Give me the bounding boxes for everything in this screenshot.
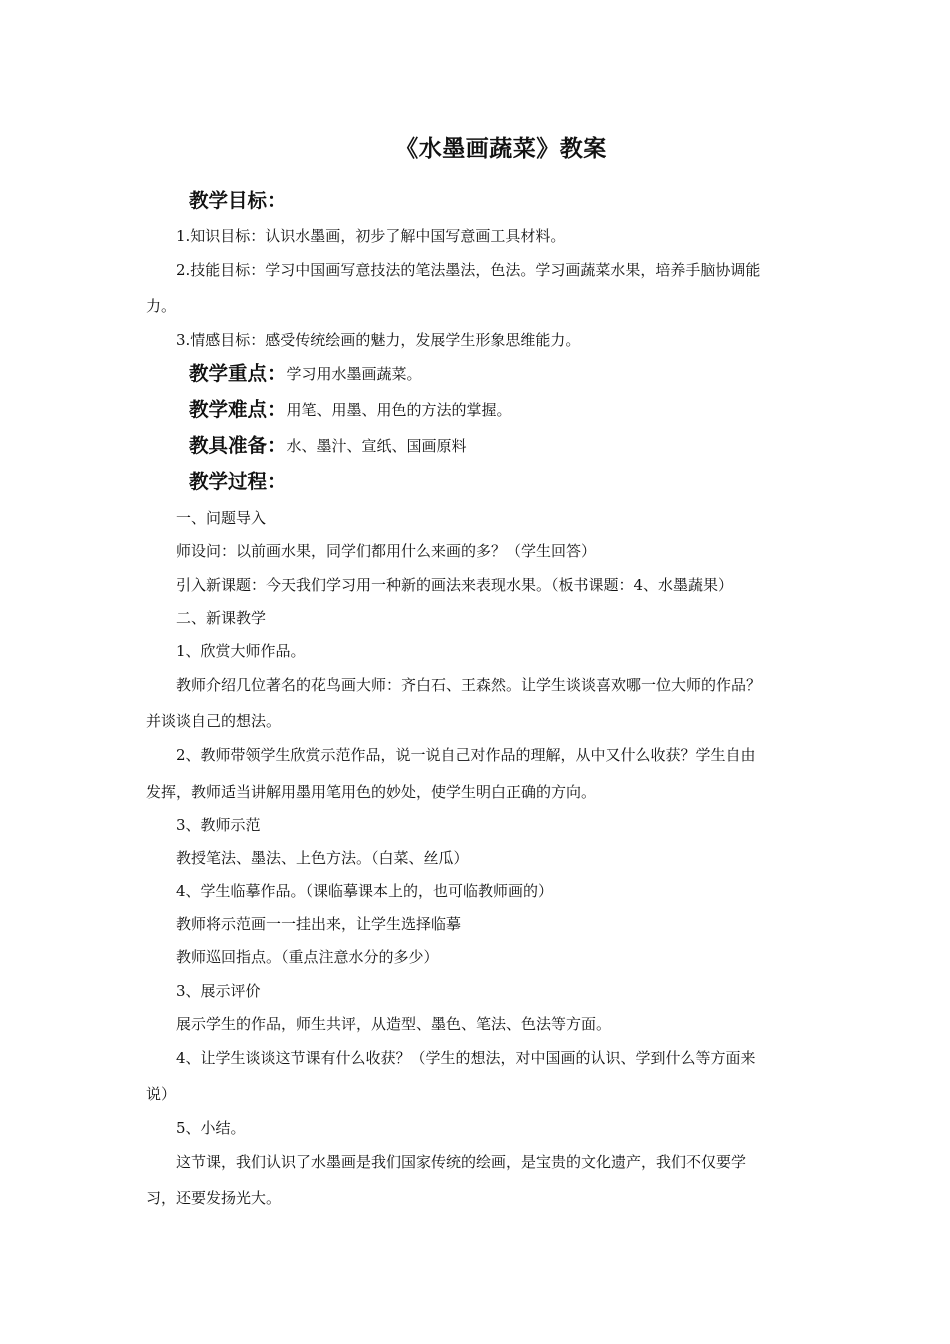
process-teach-methods: 教授笔法、墨法、上色方法。（白菜、丝瓜） xyxy=(176,849,469,867)
process-show-works: 展示学生的作品，师生共评，从造型、墨色、笔法、色法等方面。 xyxy=(176,1015,612,1033)
process-reflect-line-1: 4、让学生谈谈这节课有什么收获？（学生的想法，对中国画的认识、学到什么等方面来 xyxy=(176,1049,756,1067)
process-heading: 教学过程： xyxy=(189,470,287,493)
process-step-demo: 3、教师示范 xyxy=(176,816,261,834)
materials-value: 水、墨汁、宣纸、国画原料 xyxy=(286,437,467,455)
process-masters-line-2: 并谈谈自己的想法。 xyxy=(146,712,282,730)
process-masters-line-1: 教师介绍几位著名的花鸟画大师：齐白石、王森然。让学生谈谈喜欢哪一位大师的作品？ xyxy=(176,676,762,694)
process-section-1: 一、问题导入 xyxy=(176,509,267,527)
objective-2-line-1: 2.技能目标：学习中国画写意技法的笔法墨法，色法。学习画蔬菜水果，培养手脑协调能 xyxy=(176,261,761,279)
key-point-heading: 教学重点： xyxy=(189,362,287,385)
difficulty-row xyxy=(189,395,819,425)
objective-1: 1.知识目标：认识水墨画，初步了解中国写意画工具材料。 xyxy=(176,227,566,245)
difficulty-heading: 教学难点： xyxy=(189,398,287,421)
process-step-evaluate: 3、展示评价 xyxy=(176,982,261,1000)
process-reflect-line-2: 说） xyxy=(146,1085,177,1103)
process-step-summary: 5、小结。 xyxy=(176,1119,246,1137)
process-step-appreciate: 1、欣赏大师作品。 xyxy=(176,642,306,660)
difficulty-value: 用笔、用墨、用色的方法的掌握。 xyxy=(286,401,512,419)
process-hang-demos: 教师将示范画一一挂出来，让学生选择临摹 xyxy=(176,915,462,933)
process-intro-topic: 引入新课题：今天我们学习用一种新的画法来表现水果。（板书课题：4、水墨蔬果） xyxy=(176,576,734,594)
objective-2-line-2: 力。 xyxy=(146,297,177,315)
key-point-value: 学习用水墨画蔬菜。 xyxy=(286,365,422,383)
materials-heading: 教具准备： xyxy=(189,434,287,457)
objectives-heading: 教学目标： xyxy=(189,189,287,212)
objective-3: 3.情感目标：感受传统绘画的魅力，发展学生形象思维能力。 xyxy=(176,331,581,349)
process-summary-line-2: 习，还要发扬光大。 xyxy=(146,1189,282,1207)
key-point-row xyxy=(189,359,819,389)
document-title: 《水墨画蔬菜》教案 xyxy=(395,136,607,162)
process-demo-appreciate-line-2: 发挥，教师适当讲解用墨用笔用色的妙处，使学生明白正确的方向。 xyxy=(146,783,597,801)
process-demo-appreciate-line-1: 2、教师带领学生欣赏示范作品，说一说自己对作品的理解，从中又什么收获？学生自由 xyxy=(176,746,756,764)
process-summary-line-1: 这节课，我们认识了水墨画是我们国家传统的绘画，是宝贵的文化遗产，我们不仅要学 xyxy=(176,1153,747,1171)
process-section-2: 二、新课教学 xyxy=(176,609,267,627)
materials-row xyxy=(189,431,819,461)
process-question: 师设问：以前画水果，同学们都用什么来画的多？（学生回答） xyxy=(176,542,597,560)
process-guidance: 教师巡回指点。（重点注意水分的多少） xyxy=(176,948,439,966)
process-step-copy: 4、学生临摹作品。（课临摹课本上的，也可临教师画的） xyxy=(176,882,554,900)
